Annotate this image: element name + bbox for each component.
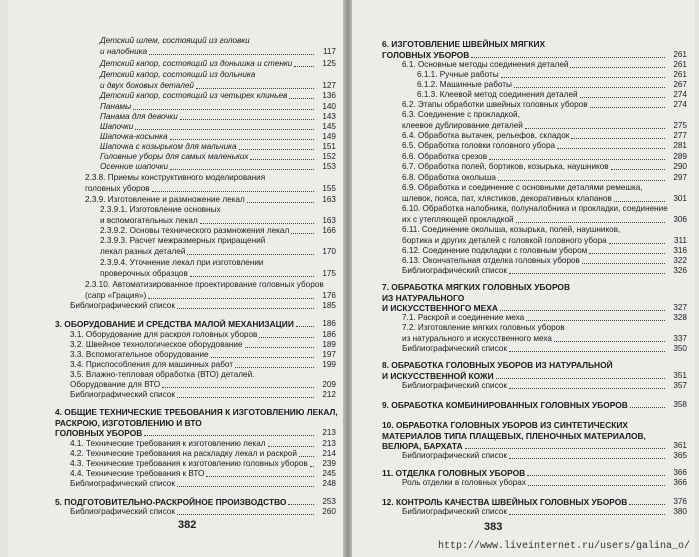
toc-page-number: 213 bbox=[322, 428, 336, 437]
toc-page-number: 212 bbox=[322, 390, 336, 399]
toc-leader-dots bbox=[609, 236, 665, 244]
toc-entry-text: Библиографический список bbox=[70, 390, 175, 399]
toc-page-number: 358 bbox=[673, 400, 687, 409]
toc-page-number: 322 bbox=[673, 256, 687, 265]
toc-page-number: 260 bbox=[322, 507, 336, 516]
toc-leader-dots bbox=[630, 400, 665, 408]
toc-entry-text: 2.3.9.2. Основы технического размножения лекал bbox=[100, 226, 290, 235]
toc-leader-dots bbox=[177, 507, 314, 515]
toc-page-number: 306 bbox=[673, 214, 687, 224]
toc-leader-dots bbox=[525, 121, 665, 129]
toc-page-number: 197 bbox=[322, 350, 336, 359]
toc-entry-text: и вспомогательных лекал bbox=[100, 215, 198, 225]
toc-leader-dots bbox=[614, 194, 665, 202]
toc-entry-text: 6.13. Окончательная отделка головных уборов bbox=[402, 256, 580, 265]
toc-entry-text: 3.3. Вспомогательное оборудование bbox=[70, 350, 209, 359]
toc-entry-text: 6.4. Обработка вытачек, рельефов, складок bbox=[402, 131, 570, 140]
toc-entry-text: Библиографический список bbox=[70, 507, 175, 516]
toc-entry-text: 8. ОБРАБОТКА ГОЛОВНЫХ УБОРОВ ИЗ НАТУРАЛЬНОЙ bbox=[382, 360, 613, 370]
toc-entry-text: шлевок, пояса, пат, хлястиков, декоративных клапанов bbox=[402, 193, 612, 203]
toc-entry-text: 9. ОБРАБОТКА КОМБИНИРОВАННЫХ ГОЛОВНЫХ УБОРОВ bbox=[382, 400, 628, 410]
toc-leader-dots bbox=[498, 173, 665, 181]
toc-entry-text: 7.2. Изготовление мягких головных уборов bbox=[402, 323, 565, 332]
toc-page-number: 145 bbox=[322, 122, 336, 131]
toc-page-number: 245 bbox=[322, 469, 336, 478]
toc-leader-dots bbox=[509, 344, 665, 352]
toc-leader-dots bbox=[206, 469, 314, 477]
toc-leader-dots bbox=[611, 162, 665, 170]
toc-leader-dots bbox=[288, 497, 314, 505]
toc-leader-dots bbox=[514, 80, 665, 88]
toc-page-number: 261 bbox=[673, 70, 687, 79]
toc-entry-text: Библиографический список bbox=[402, 451, 507, 460]
toc-entry-text: 2.3.9.3. Расчет межразмерных приращений bbox=[100, 236, 266, 245]
toc-leader-dots bbox=[148, 291, 314, 299]
toc-page-number: 149 bbox=[322, 132, 336, 141]
toc-page-number: 327 bbox=[673, 303, 687, 312]
toc-entry-text: проверочных образцов bbox=[100, 268, 188, 278]
toc-leader-dots bbox=[291, 226, 314, 234]
toc-entry-text: 6.8. Обработка околыша bbox=[402, 173, 496, 182]
toc-entry-text: клеевое дублирование деталей bbox=[402, 120, 523, 130]
toc-entry-text: 7.1. Раскрой и соединение меха bbox=[402, 313, 525, 322]
toc-leader-dots bbox=[235, 360, 314, 368]
toc-leader-dots bbox=[135, 122, 314, 130]
toc-page-number: 155 bbox=[322, 183, 336, 193]
toc-leader-dots bbox=[528, 478, 665, 486]
toc-leader-dots bbox=[580, 90, 665, 98]
toc-entry-text: 12. КОНТРОЛЬ КАЧЕСТВА ШВЕЙНЫХ ГОЛОВНЫХ УБОРОВ bbox=[382, 497, 628, 507]
toc-leader-dots bbox=[170, 132, 314, 140]
toc-leader-dots bbox=[296, 319, 314, 327]
toc-entry-text: 6.10. Обработка налобника, полуналобника и прокладки, соединение bbox=[402, 204, 668, 213]
toc-entry-text: 6.1. Основные методы соединения деталей bbox=[402, 60, 569, 69]
toc-leader-dots bbox=[629, 497, 665, 505]
toc-entry-text: 6.5. Обработка головки головного убора bbox=[402, 141, 556, 150]
toc-leader-dots bbox=[239, 142, 314, 150]
toc-leader-dots bbox=[268, 439, 314, 447]
toc-page-number: 301 bbox=[673, 193, 687, 203]
toc-leader-dots bbox=[509, 507, 665, 515]
source-watermark: http://www.liveinternet.ru/users/galina_o/ bbox=[438, 541, 691, 552]
toc-page-number: 248 bbox=[322, 479, 336, 488]
toc-entry-text: лекал разных деталей bbox=[100, 246, 186, 256]
toc-leader-dots bbox=[516, 215, 665, 223]
left-page bbox=[8, 0, 344, 557]
toc-page-number: 277 bbox=[673, 131, 687, 140]
toc-page-number: 151 bbox=[322, 142, 336, 151]
toc-entry-text: 5. ПОДГОТОВИТЕЛЬНО-РАСКРОЙНОЕ ПРОИЗВОДСТВО bbox=[55, 497, 287, 507]
toc-page-number: 311 bbox=[673, 235, 687, 245]
toc-left bbox=[8, 0, 344, 557]
toc-entry-text: Библиографический список bbox=[402, 266, 507, 275]
toc-page-number: 365 bbox=[673, 451, 687, 460]
toc-page-number: 125 bbox=[322, 59, 336, 68]
toc-entry-text: 4. ОБЩИЕ ТЕХНИЧЕСКИЕ ТРЕБОВАНИЯ К ИЗГОТОВЛЕНИЮ ЛЕКАЛ, bbox=[55, 407, 338, 417]
toc-entry-text: Детский капор, состоящий из дольника bbox=[100, 70, 256, 79]
toc-entry-text: Библиографический список bbox=[402, 381, 507, 390]
toc-leader-dots bbox=[299, 449, 314, 457]
toc-entry-text: 7. ОБРАБОТКА МЯГКИХ ГОЛОВНЫХ УБОРОВ bbox=[382, 282, 570, 292]
toc-entry-text: и налобника bbox=[100, 46, 148, 56]
toc-entry-text: 3. ОБОРУДОВАНИЕ И СРЕДСТВА МАЛОЙ МЕХАНИЗАЦИИ bbox=[55, 319, 294, 329]
toc-page-number: 376 bbox=[673, 497, 687, 506]
toc-entry-text: Шапочки bbox=[100, 122, 134, 131]
toc-entry-text: 6. ИЗГОТОВЛЕНИЕ ШВЕЙНЫХ МЯГКИХ bbox=[382, 39, 546, 49]
toc-leader-dots bbox=[590, 100, 665, 108]
toc-page-number: 297 bbox=[673, 173, 687, 182]
toc-page-number: 316 bbox=[673, 246, 687, 255]
toc-entry-text: 6.1.3. Клеевой метод соединения деталей bbox=[417, 90, 578, 99]
toc-entry-text: Шапочка с козырьком для мальчика bbox=[100, 142, 237, 151]
toc-page-number: 357 bbox=[673, 381, 687, 390]
toc-leader-dots bbox=[571, 131, 665, 139]
toc-entry-text: ГОЛОВНЫХ УБОРОВ bbox=[55, 428, 143, 438]
toc-page-number: 176 bbox=[322, 290, 336, 300]
toc-leader-dots bbox=[509, 451, 665, 459]
toc-page-number: 163 bbox=[322, 195, 336, 204]
toc-entry-text: Библиографический список bbox=[402, 507, 507, 516]
toc-page-number: 351 bbox=[673, 370, 687, 380]
toc-entry-text: 4.1. Технические требования к изготовлению лекал bbox=[70, 439, 266, 448]
toc-page-number: 189 bbox=[322, 340, 336, 349]
toc-page-number: 337 bbox=[673, 333, 687, 343]
toc-leader-dots bbox=[589, 246, 665, 254]
toc-page-number: 281 bbox=[673, 141, 687, 150]
toc-leader-dots bbox=[200, 216, 314, 224]
toc-entry-text: 3.2. Швейное технологическое оборудование bbox=[70, 340, 243, 349]
toc-entry-text: 6.12. Соединение подкладки с головным убором bbox=[402, 246, 588, 255]
toc-leader-dots bbox=[144, 428, 314, 436]
toc-right bbox=[352, 0, 695, 557]
toc-entry-text: 3.5. Влажно-тепловая обработка (ВТО) деталей. bbox=[70, 370, 255, 379]
toc-leader-dots bbox=[180, 112, 314, 120]
toc-entry-text: (сапр «Грация») bbox=[85, 290, 147, 300]
toc-entry-text: 6.3. Соединение с прокладкой, bbox=[402, 110, 520, 119]
toc-entry-text: МАТЕРИАЛОВ ТИПА ПЛАЩЕВЫХ, ПЛЕНОЧНЫХ МАТЕРИАЛОВ, bbox=[382, 430, 646, 441]
toc-page-number: 209 bbox=[322, 380, 336, 389]
toc-entry-text: головных уборов bbox=[85, 183, 150, 193]
toc-entry-text: 6.9. Обработка и соединение с основными деталями ремешка, bbox=[402, 183, 643, 192]
toc-leader-dots bbox=[526, 313, 665, 321]
toc-page-number: 186 bbox=[322, 330, 336, 339]
toc-page-number: 350 bbox=[673, 344, 687, 353]
toc-entry-text: 10. ОБРАБОТКА ГОЛОВНЫХ УБОРОВ ИЗ СИНТЕТИЧЕСКИХ bbox=[382, 420, 628, 430]
toc-entry-text: 2.3.9. Изготовление и размножение лекал bbox=[85, 195, 245, 204]
toc-entry-text: 6.11. Соединение околыша, козырька, полей, наушников, bbox=[402, 225, 621, 234]
toc-entry-text: бортика и других деталей с головкой головного убора bbox=[402, 235, 607, 245]
toc-page-number: 163 bbox=[322, 215, 336, 225]
toc-page-number: 261 bbox=[673, 60, 687, 69]
toc-page-number: 290 bbox=[673, 162, 687, 171]
toc-page-number: 239 bbox=[322, 459, 336, 468]
right-page bbox=[352, 0, 695, 557]
toc-entry-text: Головные уборы для самых маленьких bbox=[100, 152, 249, 161]
toc-page-number: 143 bbox=[322, 112, 336, 121]
toc-page-number: 175 bbox=[322, 268, 336, 278]
toc-entry-text: 6.1.2. Машинные работы bbox=[417, 80, 512, 89]
toc-page-number: 361 bbox=[673, 441, 687, 450]
toc-entry-text: Детский шлем, состоящий из головки bbox=[100, 36, 250, 45]
toc-page-number: 117 bbox=[322, 46, 336, 56]
toc-leader-dots bbox=[557, 141, 665, 149]
toc-leader-dots bbox=[582, 256, 665, 264]
toc-leader-dots bbox=[149, 47, 314, 55]
toc-entry-text: Детский капор, состоящий из четырех клиньев bbox=[100, 91, 288, 100]
toc-leader-dots bbox=[527, 468, 665, 476]
toc-page-number: 185 bbox=[322, 301, 336, 310]
toc-leader-dots bbox=[509, 266, 665, 274]
toc-entry-text: 6.2. Этапы обработки швейных головных уборов bbox=[402, 100, 588, 109]
toc-page-number: 127 bbox=[322, 80, 336, 90]
toc-leader-dots bbox=[554, 334, 665, 342]
toc-leader-dots bbox=[465, 441, 665, 449]
toc-leader-dots bbox=[501, 70, 665, 78]
toc-leader-dots bbox=[294, 59, 314, 67]
toc-page-number: 214 bbox=[322, 449, 336, 458]
toc-entry-text: И ИСКУССТВЕННОГО МЕХА bbox=[382, 303, 498, 313]
toc-entry-text: Осенние шапочки bbox=[100, 162, 169, 171]
toc-leader-dots bbox=[187, 247, 314, 255]
toc-leader-dots bbox=[190, 269, 314, 277]
toc-entry-text: Библиографический список bbox=[70, 301, 175, 310]
toc-entry-text: 3.1. Оборудование для раскроя головных уборов bbox=[70, 330, 258, 339]
toc-leader-dots bbox=[177, 301, 314, 309]
toc-entry-text: Роль отделки в головных уборах bbox=[402, 478, 526, 487]
toc-entry-text: Детский капор, состоящий из донышка и стенки bbox=[100, 59, 293, 68]
toc-leader-dots bbox=[170, 162, 314, 170]
toc-page-number: 274 bbox=[673, 90, 687, 99]
toc-leader-dots bbox=[471, 50, 665, 58]
toc-entry-text: РАСКРОЮ, ИЗГОТОВЛЕНИЮ И ВТО bbox=[55, 417, 202, 428]
toc-leader-dots bbox=[196, 81, 314, 89]
toc-leader-dots bbox=[177, 479, 314, 487]
toc-entry-text: и двух боковых деталей bbox=[100, 80, 194, 90]
toc-leader-dots bbox=[496, 371, 665, 379]
toc-entry-text: Панамы bbox=[100, 102, 132, 111]
toc-page-number: 275 bbox=[673, 120, 687, 130]
toc-page-number: 366 bbox=[673, 478, 687, 487]
toc-entry-text: 3.4. Приспособления для машинных работ bbox=[70, 360, 234, 369]
toc-leader-dots bbox=[570, 60, 665, 68]
toc-page-number: 166 bbox=[322, 226, 336, 235]
toc-page-number: 261 bbox=[673, 49, 687, 59]
toc-leader-dots bbox=[247, 195, 314, 203]
toc-leader-dots bbox=[245, 340, 314, 348]
toc-entry-text: 6.7. Обработка полей, бортиков, козырька, наушников bbox=[402, 162, 609, 171]
toc-page-number: 326 bbox=[673, 266, 687, 275]
toc-leader-dots bbox=[133, 102, 314, 110]
toc-entry-text: 2.3.9.4. Уточнение лекал при изготовлении bbox=[100, 258, 264, 267]
toc-entry-text: Оборудование для ВТО bbox=[70, 380, 161, 389]
toc-leader-dots bbox=[489, 152, 665, 160]
toc-page-number: 136 bbox=[322, 91, 336, 100]
toc-leader-dots bbox=[211, 350, 314, 358]
toc-entry-text: 4.2. Технические требования на раскладку лекал и раскрой bbox=[70, 449, 297, 458]
toc-page-number: 380 bbox=[673, 507, 687, 516]
toc-leader-dots bbox=[289, 91, 314, 99]
toc-entry-text: ГОЛОВНЫХ УБОРОВ bbox=[382, 49, 470, 60]
toc-entry-text: Библиографический список bbox=[402, 344, 507, 353]
toc-entry-text: 2.3.9.1. Изготовление основных bbox=[100, 205, 221, 214]
toc-page-number: 199 bbox=[322, 360, 336, 369]
toc-page-number: 274 bbox=[673, 100, 687, 109]
toc-entry-text: 2.3.8. Приемы конструктивного моделирования bbox=[85, 173, 266, 182]
toc-page-number: 140 bbox=[322, 102, 336, 111]
toc-entry-text: их с утепляющей прокладкой bbox=[402, 214, 514, 224]
toc-page-number: 267 bbox=[673, 80, 687, 89]
toc-entry-text: из натурального и искусственного меха bbox=[402, 333, 552, 343]
toc-entry-text: 4.3. Технические требования к изготовлению головных уборов bbox=[70, 459, 308, 468]
toc-page-number: 289 bbox=[673, 152, 687, 161]
toc-entry-text: 11. ОТДЕЛКА ГОЛОВНЫХ УБОРОВ bbox=[382, 468, 526, 478]
toc-entry-text: ИЗ НАТУРАЛЬНОГО bbox=[382, 292, 465, 303]
toc-page-number: 186 bbox=[322, 319, 336, 328]
toc-entry-text: 2.3.10. Автоматизированное проектирование головных уборов bbox=[85, 280, 324, 289]
toc-entry-text: 6.1.1. Ручные работы bbox=[417, 70, 499, 79]
toc-page-number: 213 bbox=[322, 439, 336, 448]
toc-leader-dots bbox=[152, 184, 314, 192]
toc-page-number: 170 bbox=[322, 246, 336, 256]
toc-entry-text: ВЕЛЮРА, БАРХАТА bbox=[382, 441, 463, 451]
toc-entry-text: И ИСКУССТВЕННОЙ КОЖИ bbox=[382, 370, 494, 381]
toc-leader-dots bbox=[162, 380, 314, 388]
toc-leader-dots bbox=[177, 390, 314, 398]
page-number-left: 382 bbox=[178, 519, 197, 531]
toc-page-number: 153 bbox=[322, 162, 336, 171]
toc-leader-dots bbox=[250, 152, 314, 160]
toc-entry-text: Шапочка-косынка bbox=[100, 132, 168, 141]
toc-page-number: 328 bbox=[673, 313, 687, 322]
toc-entry-text: 6.6. Обработка срезов bbox=[402, 152, 488, 161]
toc-entry-text: Библиографический список bbox=[70, 479, 175, 488]
toc-page-number: 152 bbox=[322, 152, 336, 161]
toc-page-number: 253 bbox=[322, 497, 336, 506]
toc-leader-dots bbox=[509, 381, 665, 389]
toc-leader-dots bbox=[259, 330, 314, 338]
page-number-right: 383 bbox=[484, 521, 503, 533]
toc-leader-dots bbox=[500, 303, 665, 311]
toc-page-number: 366 bbox=[673, 468, 687, 477]
toc-entry-text: Панама для девочки bbox=[100, 112, 178, 121]
toc-entry-text: 4.4. Технические требования к ВТО bbox=[70, 469, 205, 478]
